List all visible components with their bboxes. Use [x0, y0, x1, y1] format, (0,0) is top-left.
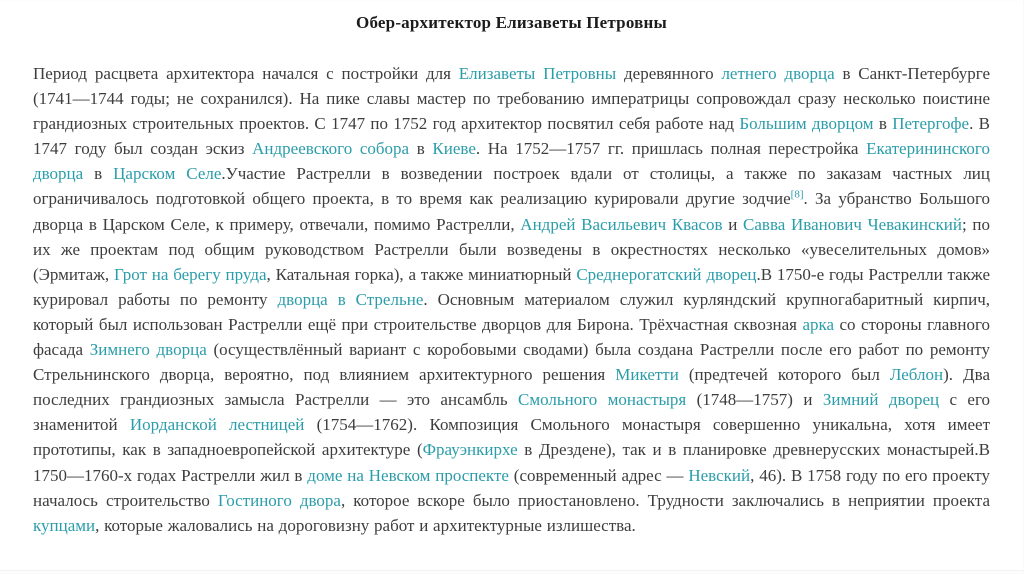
paragraph-text: в — [409, 139, 433, 159]
paragraph-text: , которое вскоре было приостановлено. Трудности заключались в неприятии проекта — [340, 490, 990, 510]
article-link[interactable]: Андреевского собора — [252, 139, 410, 159]
paragraph-text: . За убранство Большого дворца в Царском Селе, к примеру, отвечали, помимо Растрелли, — [33, 189, 990, 234]
paragraph-text: Период расцвета архитектора начался с постройки для — [33, 64, 459, 83]
article-link[interactable]: Киеве — [432, 139, 476, 159]
article-link[interactable]: Андрей Васильевич Квасов — [520, 214, 723, 234]
paragraph-text: и — [722, 214, 744, 234]
article-link[interactable]: Смольного монастыря — [517, 390, 687, 410]
reference-link[interactable]: [8] — [790, 188, 804, 201]
paragraph-text: в — [873, 114, 893, 134]
paragraph-text: , которые жаловались на дороговизну работ и архитектурные излишества. — [95, 515, 636, 535]
article-link[interactable]: летнего дворца — [721, 64, 835, 83]
paragraph-text: . В 1747 году был создан эскиз — [33, 114, 991, 159]
paragraph-text: (современный адрес — — [508, 465, 689, 485]
paragraph-text: , Катальная горка), а также миниатюрный — [266, 264, 577, 284]
article-link[interactable]: Микетти — [615, 365, 679, 385]
paragraph-text: (осуществлённый вариант с коробовыми сводами) была создана Растрелли после его работ по ремонту Стрельнинского дворца, вероятно, под влиянием архитектурного решения — [33, 340, 990, 385]
article-link[interactable]: Савва Иванович Чевакинский — [743, 214, 962, 234]
article-link[interactable]: Невский — [688, 465, 751, 485]
paragraph-text: . Основным материалом служил курляндский крупногабаритный кирпич, который был использован Растрелли ещё при строительстве дворцов для Бирона. Трёхчастная сквозная — [33, 289, 991, 334]
paragraph-text: ). Два последних грандиозных замысла Растрелли — это ансамбль — [33, 365, 990, 410]
paragraph-text: в Санкт-Петербурге (1741—1744 годы; не сохранился). На пике славы мастер по требованию императрицы сопровождал сразу несколько поистине грандиозных строительных проектов. С 1747 по 1752 год архитектор посвятил себя работе над — [33, 64, 991, 134]
article-link[interactable]: Царском Селе — [113, 164, 222, 184]
article-link[interactable]: Леблон — [889, 365, 944, 385]
paragraph-text: в — [83, 164, 114, 184]
paragraph-text: (1754—1762). Композиция Смольного монастыря совершенно уникальна, хотя имеет прототипы, как в западноевропейской архитектуре ( — [33, 415, 991, 460]
article-link[interactable]: доме на Невском проспекте — [307, 465, 509, 485]
article-link[interactable]: Елизаветы Петровны — [458, 64, 617, 83]
paragraph-text: . На 1752—1757 гг. пришлась полная перестройка — [475, 139, 867, 159]
article-link[interactable]: Среднерогатский дворец — [576, 264, 757, 284]
article-link[interactable]: Грот на берегу пруда — [113, 264, 267, 284]
paragraph-text: .В 1750-е годы Растрелли также курировал работы по ремонту — [33, 264, 990, 309]
article-link[interactable]: Петергофе — [892, 114, 970, 134]
article-link[interactable]: Екатерининского дворца — [33, 139, 990, 184]
paragraph-text: .Участие Растрелли в возведении построек вдали от столицы, а также по заказам частных лиц ограничивалось подготовкой общего проекта, в то время как реализацию курировали другие зодчие — [33, 164, 991, 209]
paragraph-text: деревянного — [616, 64, 722, 83]
article-link[interactable]: Фрауэнкирхе — [422, 440, 518, 460]
article-link[interactable]: купцами — [33, 515, 96, 535]
paragraph-text: ; по их же проектам под общим руководством Растрелли были возведены в окрестностях несколько «увеселительных домов» (Эрмитаж, — [33, 214, 990, 284]
article-link[interactable]: Гостиного двора — [217, 490, 341, 510]
page-title: Обер-архитектор Елизаветы Петровны — [356, 13, 667, 32]
article-link[interactable]: дворца в Стрельне — [277, 289, 424, 309]
article-link[interactable]: Зимний дворец — [822, 390, 940, 410]
paragraph-text: со стороны главного фасада — [33, 314, 990, 360]
article-link[interactable]: Иорданской лестницей — [129, 415, 305, 435]
article-paragraph — [33, 61, 990, 538]
paragraph-text: с его знаменитой — [33, 390, 991, 435]
paragraph-text: (1748—1757) и — [686, 390, 823, 410]
slide-bottom-edge — [0, 570, 1023, 574]
article-link[interactable]: арка — [802, 314, 835, 334]
article-link[interactable]: Большим дворцом — [739, 114, 874, 134]
paragraph-text: (предтечей которого был — [678, 365, 890, 385]
paragraph-text: , 46). В 1758 году по его проекту началось строительство — [33, 465, 990, 510]
paragraph-text: в Дрездене), так и в планировке древнерусских монастырей.В 1750—1760-х годах Растрелли жил в — [33, 440, 990, 485]
article-link[interactable]: Зимнего дворца — [89, 340, 207, 360]
